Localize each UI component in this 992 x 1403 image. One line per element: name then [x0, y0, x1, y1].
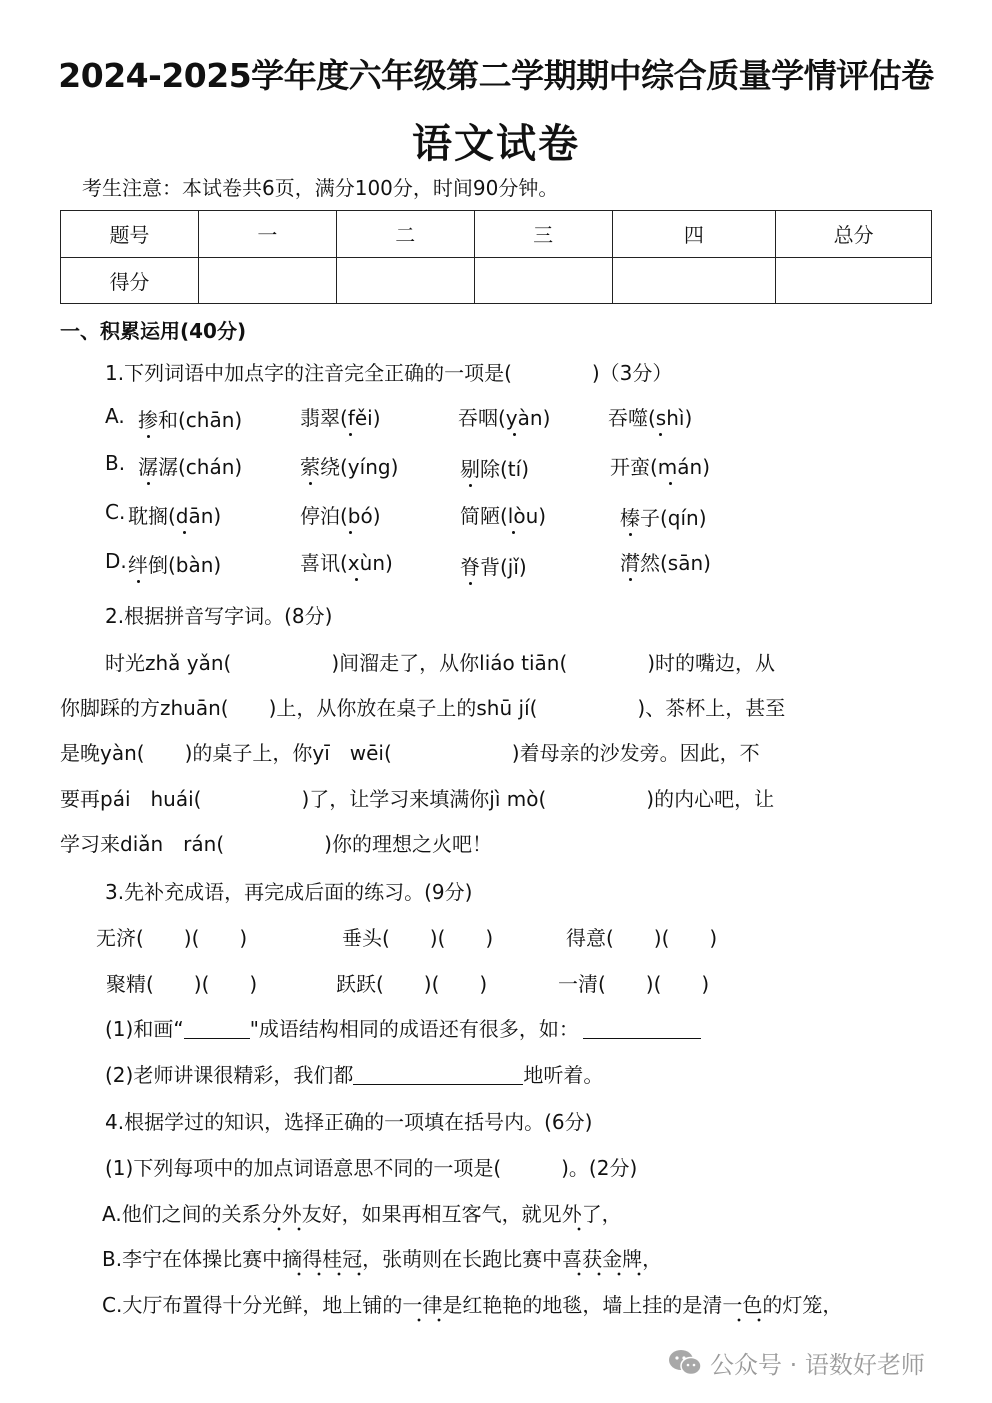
option-text: 的灯笼， [762, 1293, 843, 1317]
paragraph-line: 你脚踩的方zhuān( )上，从你放在桌子上的shū jí( )、茶杯上，甚至 [60, 696, 786, 720]
score-cell: 二 [336, 211, 474, 258]
option-word [300, 402, 381, 431]
dotted-char: 绊 [128, 553, 148, 577]
watermark-text: 公众号 · 语数好老师 [710, 1351, 925, 1379]
idiom-blank[interactable]: 得意( )( ) [566, 926, 718, 950]
dotted-char: 泊(bó) [320, 504, 381, 528]
option-label: A. [105, 404, 125, 428]
word-first: 翡 [300, 406, 320, 430]
dotted-word: 分外 [262, 1202, 302, 1232]
score-cell: 一 [198, 211, 336, 258]
answer-blank[interactable] [184, 1018, 250, 1039]
option-label: D. [105, 549, 127, 573]
score-cell: 得分 [61, 257, 199, 304]
score-input-cell[interactable] [474, 257, 612, 304]
dotted-char: 剔 [460, 457, 480, 481]
dotted-char: 翠(fěi) [320, 406, 381, 430]
option-word [620, 502, 707, 531]
dotted-char: 讯(xùn) [320, 551, 393, 575]
answer-blank[interactable] [583, 1018, 701, 1039]
option-word [138, 451, 242, 480]
score-cell: 总分 [776, 211, 932, 258]
score-table-score-row [61, 257, 932, 304]
dotted-char: 咽(yàn) [478, 406, 551, 430]
word-rest: 除(tí) [480, 457, 530, 481]
idiom-blank[interactable]: 无济( )( ) [96, 926, 248, 950]
word-rest: 和(chān) [158, 408, 243, 432]
answer-blank[interactable] [353, 1064, 523, 1085]
option-text: 了， [581, 1202, 622, 1226]
wechat-icon [668, 1349, 702, 1377]
paragraph-line: 是晚yàn( )的桌子上，你yī wēi( )着母亲的沙发旁。因此，不 [60, 741, 760, 765]
idiom-blank[interactable]: 聚精( )( ) [106, 972, 258, 996]
exam-subtitle: 语文试卷 [412, 121, 580, 167]
option-text: 友好，如果再相互客气，就见 [301, 1202, 562, 1226]
dotted-char: 萦 [300, 455, 320, 479]
word-rest: 然(sān) [640, 551, 711, 575]
q4-option-c[interactable] [102, 1289, 842, 1318]
option-word [300, 451, 398, 480]
dotted-word: 喜获金牌 [562, 1247, 642, 1277]
dotted-char: 搁(dān) [148, 504, 222, 528]
dotted-char: 蛮(mán) [630, 455, 711, 479]
option-word [460, 551, 527, 580]
option-word [128, 500, 221, 529]
option-text: 是红艳艳的地毯，墙上挂的是清 [442, 1293, 723, 1317]
sub-question: (1)下列每项中的加点词语意思不同的一项是( )。(2分) [105, 1156, 638, 1180]
option-text: B.李宁在体操比赛中 [102, 1247, 283, 1271]
dotted-char: 陋(lòu) [480, 504, 547, 528]
option-label: B. [105, 451, 126, 475]
sub-question [105, 1013, 701, 1042]
word-rest: 子(qín) [640, 506, 707, 530]
word-rest: 背(jǐ) [480, 555, 527, 579]
question-stem: 1.下列词语中加点字的注音完全正确的一项是( )（3分） [105, 361, 673, 385]
option-text: C.大厅布置得十分光鲜，地上铺的 [102, 1293, 403, 1317]
sub-question-text: 地听着。 [523, 1063, 604, 1087]
dotted-char: 潺 [138, 455, 158, 479]
option-text: A.他们之间的关系 [102, 1202, 262, 1226]
dotted-char: 掺 [138, 408, 158, 432]
dotted-word: 一律 [402, 1293, 442, 1323]
word-rest: 绕(yíng) [320, 455, 399, 479]
option-word [300, 500, 381, 529]
option-word [138, 404, 242, 433]
option-word [458, 402, 550, 431]
q4-option-a[interactable] [102, 1198, 622, 1227]
option-text: ， [642, 1247, 663, 1271]
option-word [460, 500, 546, 529]
word-rest: 潺(chán) [158, 455, 243, 479]
score-input-cell[interactable] [336, 257, 474, 304]
question-stem: 3.先补充成语，再完成后面的练习。(9分) [105, 880, 473, 904]
question-stem: 4.根据学过的知识，选择正确的一项填在括号内。(6分) [105, 1110, 593, 1134]
word-first: 耽 [128, 504, 148, 528]
word-first: 喜 [300, 551, 320, 575]
dotted-char: 噬(shì) [628, 406, 693, 430]
option-word [608, 402, 692, 431]
paragraph-line: 要再pái huái( )了，让学习来填满你jì mò( )的内心吧，让 [60, 787, 775, 811]
option-word [300, 547, 393, 576]
dotted-char: 脊 [460, 555, 480, 579]
idiom-blank[interactable]: 一清( )( ) [558, 972, 710, 996]
word-rest: 倒(bàn) [148, 553, 222, 577]
word-first: 停 [300, 504, 320, 528]
dotted-word: 摘得桂冠 [282, 1247, 362, 1277]
word-first: 吞 [608, 406, 628, 430]
paragraph-line: 学习来diǎn rán( )你的理想之火吧！ [60, 832, 492, 856]
q4-option-b[interactable] [102, 1243, 662, 1272]
idiom-blank[interactable]: 跃跃( )( ) [336, 972, 488, 996]
dotted-word: 一色 [722, 1293, 762, 1323]
option-word [460, 453, 529, 482]
section-heading: 一、积累运用(40分) [60, 319, 247, 343]
option-word [620, 547, 711, 576]
score-table-header-row [61, 211, 932, 258]
score-input-cell[interactable] [198, 257, 336, 304]
word-first: 开 [610, 455, 630, 479]
exam-notice: 考生注意：本试卷共6页，满分100分，时间90分钟。 [82, 176, 559, 200]
option-word [128, 549, 221, 578]
score-cell: 四 [612, 211, 776, 258]
paragraph-line: 时光zhǎ yǎn( )间溜走了，从你liáo tiān( )时的嘴边，从 [105, 651, 776, 675]
watermark [668, 1345, 925, 1380]
score-input-cell[interactable] [776, 257, 932, 304]
option-text: ，张萌则在长跑比赛中 [362, 1247, 563, 1271]
score-cell: 题号 [61, 211, 199, 258]
option-word [610, 451, 710, 480]
sub-question-text: (2)老师讲课很精彩，我们都 [105, 1063, 354, 1087]
sub-question-text: (1)和画“ [105, 1017, 184, 1041]
sub-question [105, 1059, 603, 1088]
option-label: C. [105, 500, 126, 524]
score-cell: 三 [474, 211, 612, 258]
word-first: 吞 [458, 406, 478, 430]
idiom-blank[interactable]: 垂头( )( ) [342, 926, 494, 950]
word-first: 简 [460, 504, 480, 528]
dotted-word: 外 [562, 1202, 582, 1232]
score-table [60, 210, 932, 304]
question-stem: 2.根据拼音写字词。(8分) [105, 604, 333, 628]
dotted-char: 榛 [620, 506, 640, 530]
exam-title: 2024-2025学年度六年级第二学期期中综合质量学情评估卷 [58, 56, 934, 95]
dotted-char: 潸 [620, 551, 640, 575]
sub-question-text: "成语结构相同的成语还有很多，如： [249, 1017, 579, 1041]
score-input-cell[interactable] [612, 257, 776, 304]
